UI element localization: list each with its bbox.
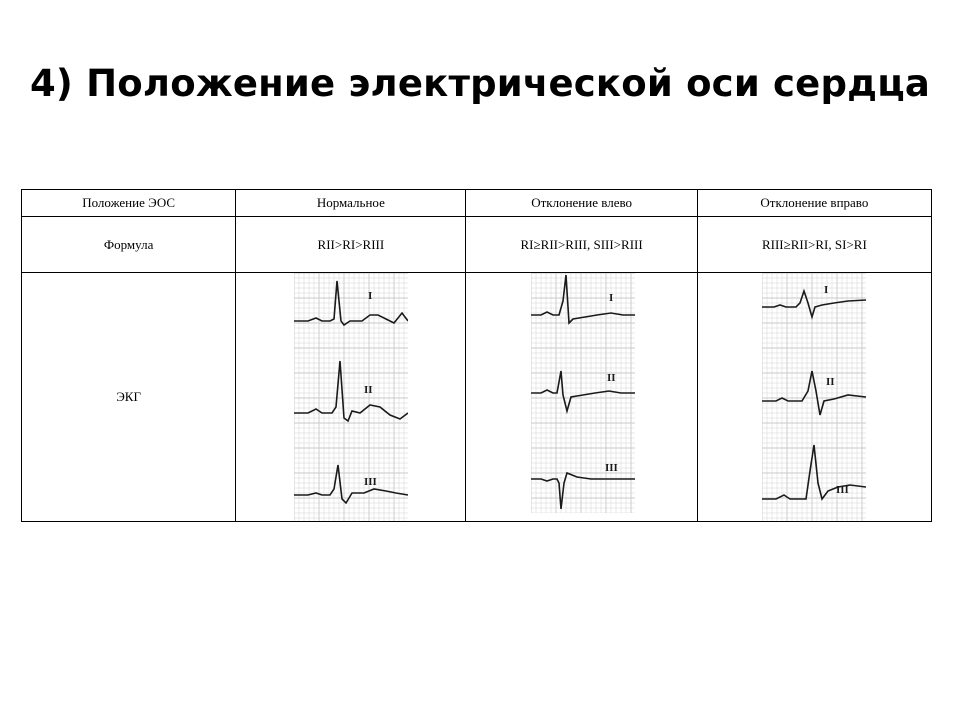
ecg-cell-normal xyxy=(236,273,466,522)
ecg-lead-3-label-right: III xyxy=(835,484,849,496)
slide-title: 4) Положение электрической оси сердца xyxy=(29,62,931,105)
formula-row xyxy=(22,217,932,273)
ecg-lead-2-label-normal: II xyxy=(364,384,373,396)
eos-table xyxy=(21,189,932,522)
ecg-trace-lead-3-left xyxy=(531,473,635,509)
ecg-lead-1-label-left: I xyxy=(609,292,614,304)
ecg-grid-normal xyxy=(294,273,408,521)
ecg-label: ЭКГ xyxy=(22,273,236,522)
formula-normal: RII>RI>RIII xyxy=(236,217,466,273)
ecg-lead-3-label-left: III xyxy=(605,462,619,474)
ecg-trace-lead-1-left xyxy=(531,275,635,323)
ecg-cell-right-deviation xyxy=(697,273,931,522)
ecg-row xyxy=(22,273,932,522)
table-header-row xyxy=(22,190,932,217)
ecg-trace-lead-2-left xyxy=(531,371,635,411)
ecg-strip-left-deviation xyxy=(531,273,635,513)
ecg-cell-left-deviation xyxy=(466,273,697,522)
ecg-trace-lead-2-normal xyxy=(294,361,408,421)
formula-label: Формула xyxy=(22,217,236,273)
ecg-lead-1-label-normal: I xyxy=(368,290,373,302)
formula-right-deviation: RIII≥RII>RI, SI>RI xyxy=(697,217,931,273)
header-eos-position: Положение ЭОС xyxy=(22,190,236,217)
ecg-lead-1-label-right: I xyxy=(823,284,829,296)
ecg-strip-right-deviation xyxy=(762,273,866,521)
ecg-trace-lead-3-normal xyxy=(294,465,408,503)
ecg-lead-2-label-right: II xyxy=(825,376,835,388)
ecg-lead-2-label-left: II xyxy=(607,372,617,384)
header-right-deviation: Отклонение вправо xyxy=(697,190,931,217)
formula-left-deviation: RI≥RII>RIII, SIII>RIII xyxy=(466,217,697,273)
header-normal: Нормальное xyxy=(236,190,466,217)
ecg-lead-3-label-normal: III xyxy=(364,476,378,488)
ecg-strip-normal xyxy=(294,273,408,521)
header-left-deviation: Отклонение влево xyxy=(466,190,697,217)
